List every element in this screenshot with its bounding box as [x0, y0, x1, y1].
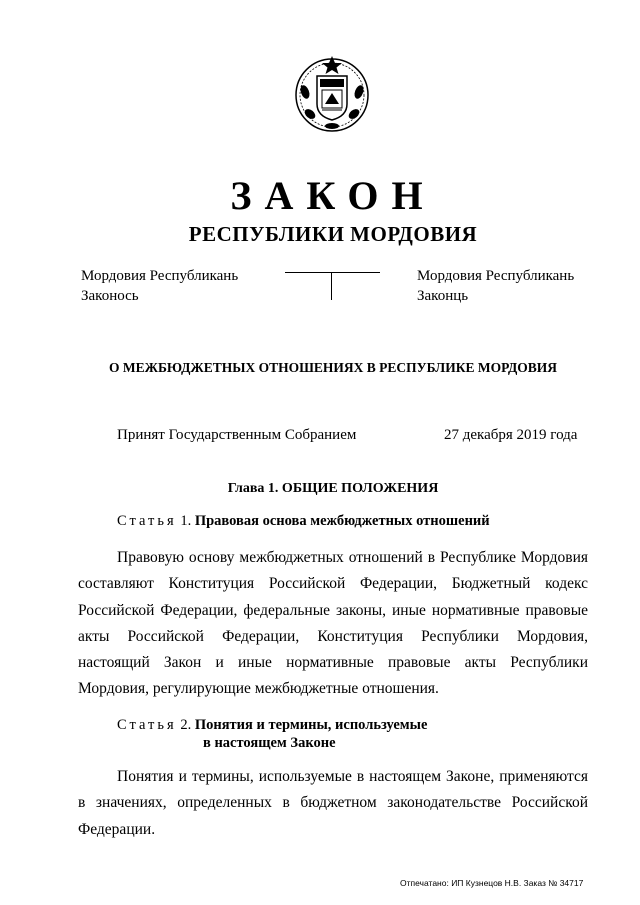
article-2-text: Понятия и термины, используемые в настоящем Законе, применяются в значениях, определенных в бюджетном законодательстве Российской Федерации. [78, 768, 588, 838]
chapter-heading: Глава 1. ОБЩИЕ ПОЛОЖЕНИЯ [227, 481, 439, 496]
article-2-heading [117, 716, 427, 752]
article-title-line1: Понятия и термины, используемые [194, 717, 428, 733]
article-1-heading [117, 513, 490, 530]
adopted-by: Принят Государственным Собранием [117, 427, 357, 443]
article-title-line2: в настоящем Законе [203, 735, 336, 751]
left-name-line1: Мордовия Республикань [81, 268, 239, 284]
right-name-line1: Мордовия Республикань [417, 268, 575, 284]
right-name-line2: Законць [417, 288, 469, 304]
law-title: О МЕЖБЮДЖЕТНЫХ ОТНОШЕНИЯХ В РЕСПУБЛИКЕ МОРДОВИЯ [108, 360, 557, 375]
republic-title: РЕСПУБЛИКИ МОРДОВИЯ [188, 222, 478, 246]
article-title: Правовая основа межбюджетных отношений [194, 513, 490, 529]
article-1-text: Правовую основу межбюджетных отношений в Республике Мордовия составляют Конституция Российской Федерации, Бюджетный кодекс Российской Федерации, федеральные законы, иные нормативные правовые акты Российской Федерации, Конституция Республики Мордовия, настоящий Закон и иные нормативные правовые акты Республики Мордовия, регулирующие межбюджетные отношения. [78, 549, 588, 698]
right-name-block [417, 266, 574, 306]
left-name-line2: Законось [81, 288, 139, 304]
article-number: 2. [180, 717, 192, 733]
article-prefix: Статья [117, 513, 177, 529]
divider-horizontal [285, 272, 380, 273]
article-number: 1. [180, 513, 192, 529]
coat-of-arms-icon [291, 52, 373, 134]
adoption-date: 27 декабря 2019 года [444, 427, 578, 443]
divider-vertical [331, 272, 332, 300]
print-footer: Отпечатано: ИП Кузнецов Н.В. Заказ № 34717 [400, 878, 584, 888]
document-type-title: ЗАКОН [230, 173, 436, 218]
left-name-block [81, 266, 238, 306]
article-prefix: Статья [117, 717, 177, 733]
